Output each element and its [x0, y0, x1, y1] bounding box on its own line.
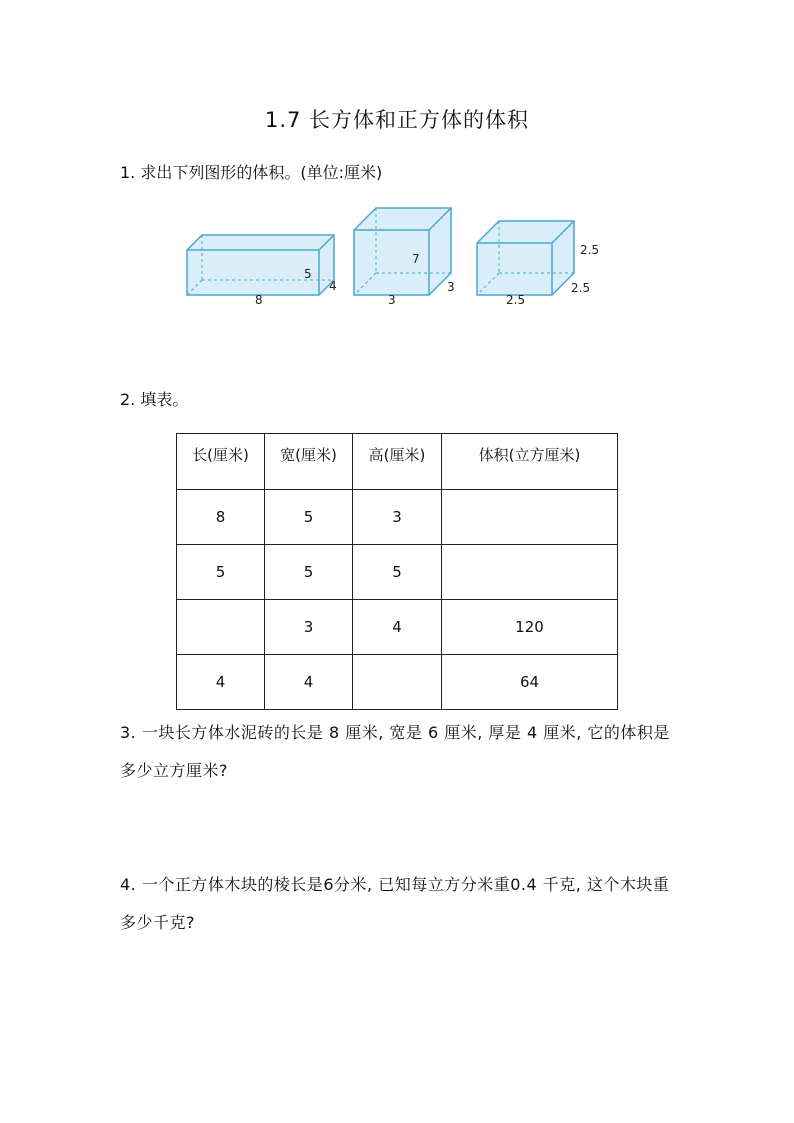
- table-cell: 120: [442, 600, 618, 655]
- cube-3-height-label: 2.5: [580, 243, 600, 257]
- table-row: [177, 655, 618, 710]
- table-cell: 3: [265, 600, 353, 655]
- table-cell: [177, 600, 265, 655]
- table-cell: 4: [177, 655, 265, 710]
- table-cell: 8: [177, 490, 265, 545]
- question-3: 3. 一块长方体水泥砖的长是 8 厘米, 宽是 6 厘米, 厚是 4 厘米, 它的体积是多少立方厘米?: [120, 723, 670, 780]
- cube-3-width-label: 2.5: [571, 281, 591, 295]
- page-title: 1.7 长方体和正方体的体积: [264, 108, 530, 132]
- header-width: 宽(厘米): [265, 434, 353, 490]
- question-4: 4. 一个正方体木块的棱长是6分米, 已知每立方分米重0.4 千克, 这个木块重多少千克?: [120, 875, 670, 932]
- table-row: [177, 600, 618, 655]
- cuboid-2-width-label: 3: [447, 280, 455, 294]
- cuboid-1-length-label: 8: [255, 293, 263, 307]
- cuboid-1: [187, 235, 337, 307]
- table-cell: 5: [265, 490, 353, 545]
- fill-table: [176, 433, 618, 710]
- cube-3-length-label: 2.5: [506, 293, 526, 307]
- table-row: [177, 545, 618, 600]
- cuboid-2: [354, 208, 455, 307]
- table-cell: 5: [353, 545, 442, 600]
- cuboid-1-height-label: 5: [304, 267, 312, 281]
- table-cell: [353, 655, 442, 710]
- table-header-row: [177, 434, 618, 490]
- cuboid-2-length-label: 3: [388, 293, 396, 307]
- header-volume: 体积(立方厘米): [442, 434, 618, 490]
- question-2: 2. 填表。: [120, 390, 189, 409]
- cube-3: [477, 221, 599, 307]
- table-cell: [442, 545, 618, 600]
- table-cell: 4: [265, 655, 353, 710]
- header-length: 长(厘米): [177, 434, 265, 490]
- table-cell: [442, 490, 618, 545]
- question-1: 1. 求出下列图形的体积。(单位:厘米): [120, 163, 383, 182]
- header-height: 高(厘米): [353, 434, 442, 490]
- q1-figures: [0, 200, 794, 310]
- table-row: [177, 490, 618, 545]
- table-cell: 5: [177, 545, 265, 600]
- table-cell: 4: [353, 600, 442, 655]
- cuboid-2-height-label: 7: [412, 252, 420, 266]
- table-cell: 5: [265, 545, 353, 600]
- table-cell: 64: [442, 655, 618, 710]
- cuboid-1-width-label: 4: [329, 279, 337, 293]
- table-cell: 3: [353, 490, 442, 545]
